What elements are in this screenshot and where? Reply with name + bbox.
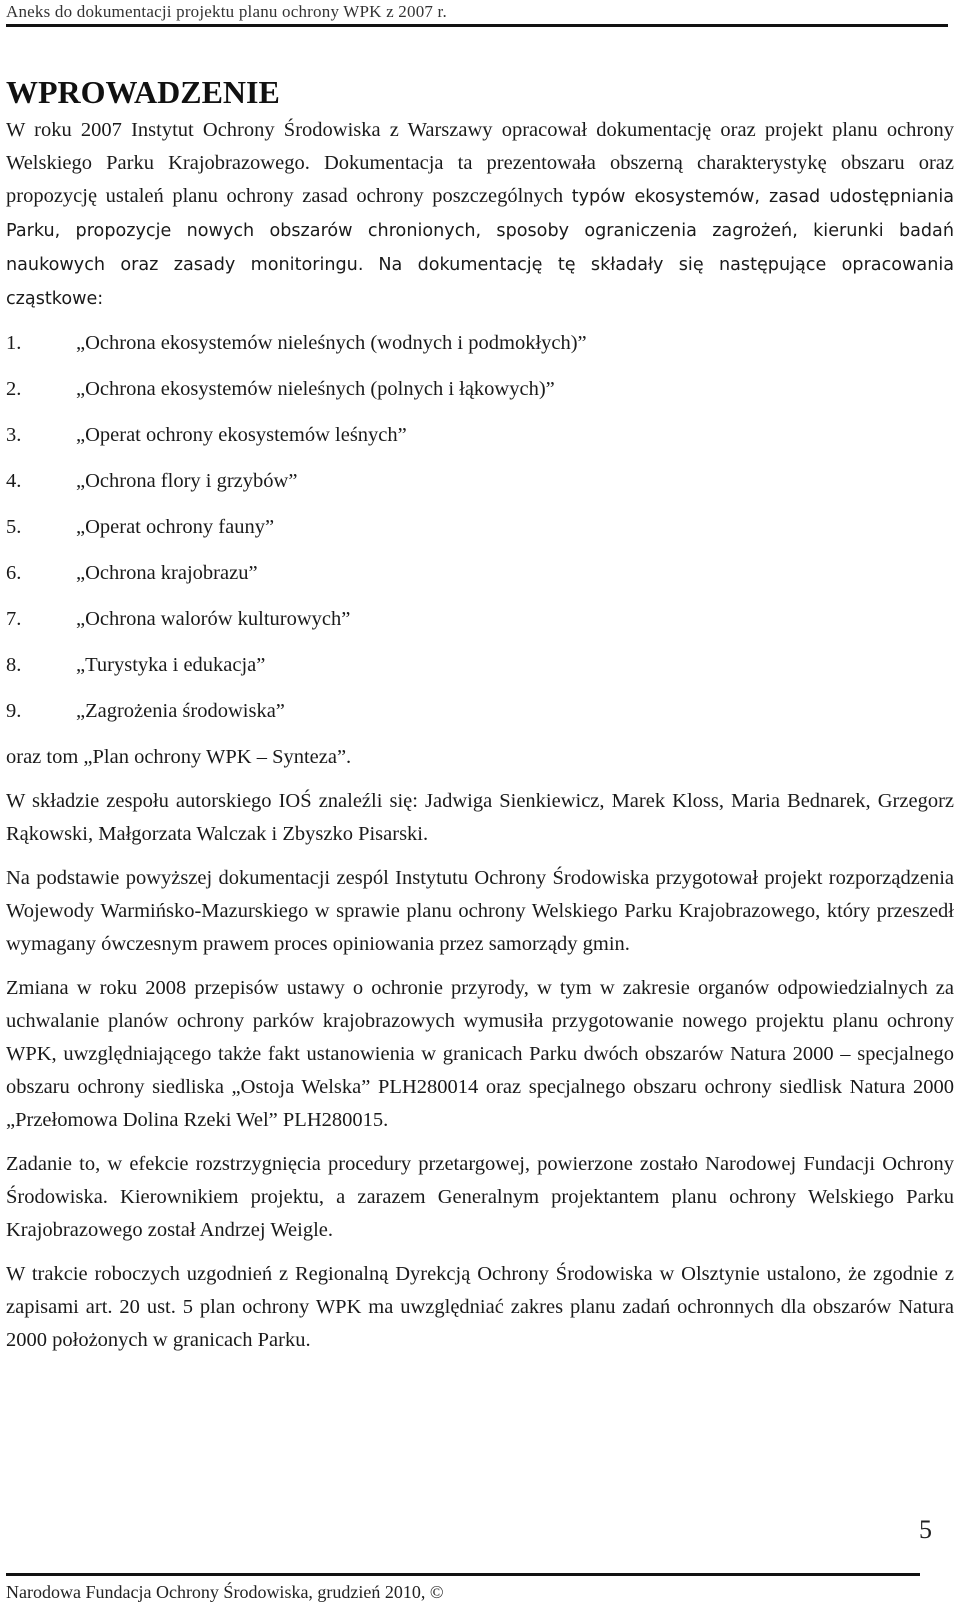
- section-heading: WPROWADZENIE: [6, 74, 280, 110]
- list-item: [6, 557, 954, 603]
- list-item-title: „Ochrona krajobrazu”: [76, 562, 258, 584]
- studies-list: [6, 327, 954, 741]
- list-item-number: 3.: [6, 424, 22, 446]
- list-item: [6, 419, 954, 465]
- intro-text-part-2: typów ekosystemów, zasad udostępniania Parku, propozycje nowych obszarów chronionych, sposoby ograniczenia zagrożeń, kierunki badań naukowych oraz zasady monitoringu.: [6, 187, 955, 275]
- draft-regulation-paragraph: Na podstawie powyższej dokumentacji zespól Instytutu Ochrony Środowiska przygotował projekt rozporządzenia Wojewody Warmińsko-Mazurskiego w sprawie planu ochrony Welskiego Parku Krajobrazowego, który przeszedł wymagany ówczesnym prawem proces opiniowania przez samorządy gmin.: [6, 867, 954, 955]
- list-item: [6, 649, 954, 695]
- synthesis-line: oraz tom „Plan ochrony WPK – Synteza”.: [6, 746, 352, 768]
- list-item-title: „Turystyka i edukacja”: [76, 654, 266, 676]
- list-item: [6, 327, 954, 373]
- law-change-paragraph: Zmiana w roku 2008 przepisów ustawy o ochronie przyrody, w tym w zakresie organów odpowiedzialnych za uchwalanie planów ochrony parków krajobrazowych wymusiła przygotowanie nowego projektu planu ochrony WPK, uwzględniającego także fakt ustanowienia w granicach Parku dwóch obszarów Natura 2000 – specjalnego obszaru ochrony siedliska „Ostoja Welska” PLH280014 oraz specjalnego obszaru ochrony siedlisk Natura 2000 „Przełomowa Dolina Rzeki Wel” PLH280015.: [6, 977, 954, 1131]
- main-content: [6, 60, 954, 1357]
- list-item-title: „Ochrona flory i grzybów”: [76, 470, 298, 492]
- header-divider: [6, 24, 948, 27]
- list-item-number: 5.: [6, 516, 22, 538]
- footer-text: Narodowa Fundacja Ochrony Środowiska, grudzień 2010, ©: [6, 1582, 444, 1602]
- list-item-title: „Operat ochrony fauny”: [76, 516, 275, 538]
- running-header: Aneks do dokumentacji projektu planu ochrony WPK z 2007 r.: [6, 2, 447, 21]
- arrangements-paragraph: W trakcie roboczych uzgodnień z Regionalną Dyrekcją Ochrony Środowiska w Olsztynie ustalono, że zgodnie z zapisami art. 20 ust. 5 plan ochrony WPK ma uwzględniać zakres planu zadań ochronnych dla obszarów Natura 2000 położonych w granicach Parku.: [6, 1263, 954, 1351]
- footer-divider: [6, 1573, 920, 1576]
- page-number: 5: [919, 1515, 932, 1544]
- list-item-title: „Ochrona walorów kulturowych”: [76, 608, 351, 630]
- list-item-number: 7.: [6, 608, 22, 630]
- list-item-title: „Zagrożenia środowiska”: [76, 700, 285, 722]
- list-item-number: 9.: [6, 700, 22, 722]
- list-item-title: „Ochrona ekosystemów nieleśnych (wodnych i podmokłych)”: [76, 332, 587, 354]
- authors-paragraph: W składzie zespołu autorskiego IOŚ znaleźli się: Jadwiga Sienkiewicz, Marek Kloss, Maria Bednarek, Grzegorz Rąkowski, Małgorzata Walczak i Zbyszko Pisarski.: [6, 790, 954, 845]
- intro-text-part-3: Na dokumentację tę składały się następujące opracowania cząstkowe:: [6, 255, 955, 309]
- list-item-number: 6.: [6, 562, 22, 584]
- list-item-number: 8.: [6, 654, 22, 676]
- list-item-title: „Ochrona ekosystemów nieleśnych (polnych i łąkowych)”: [76, 378, 555, 400]
- list-item: [6, 695, 954, 741]
- list-item: [6, 465, 954, 511]
- list-item-number: 4.: [6, 470, 22, 492]
- list-item: [6, 603, 954, 649]
- project-assignment-paragraph: Zadanie to, w efekcie rozstrzygnięcia procedury przetargowej, powierzone zostało Narodowej Fundacji Ochrony Środowiska. Kierownikiem projektu, a zarazem Generalnym projektantem planu ochrony Welskiego Parku Krajobrazowego został Andrzej Weigle.: [6, 1153, 954, 1241]
- list-item-number: 1.: [6, 332, 22, 354]
- list-item: [6, 511, 954, 557]
- intro-text-part-1: W roku 2007 Instytut Ochrony Środowiska z Warszawy opracował dokumentację oraz projekt planu ochrony Welskiego Parku Krajobrazowego. Dokumentacja ta prezentowała obszerną charakterystykę obszaru oraz propozycję ustaleń planu ochrony zasad ochrony poszczególnych: [6, 119, 954, 207]
- intro-paragraph: [6, 114, 954, 316]
- list-item: [6, 373, 954, 419]
- list-item-title: „Operat ochrony ekosystemów leśnych”: [76, 424, 407, 446]
- list-item-number: 2.: [6, 378, 22, 400]
